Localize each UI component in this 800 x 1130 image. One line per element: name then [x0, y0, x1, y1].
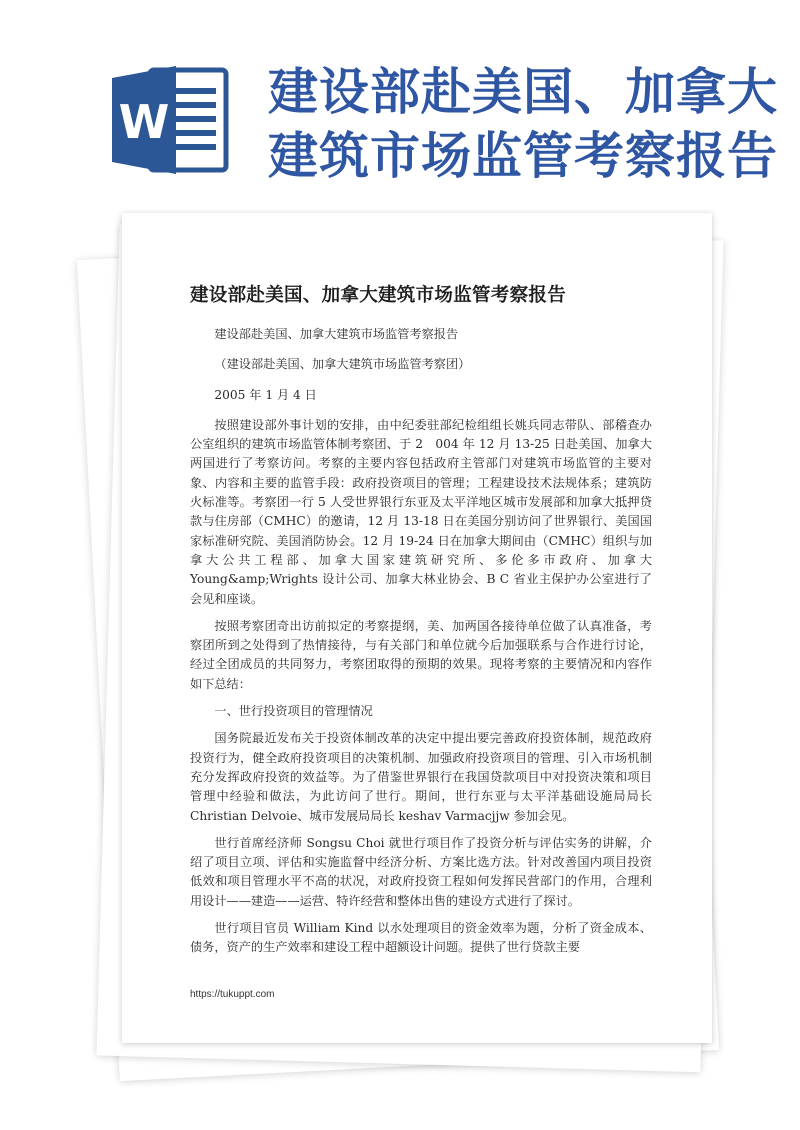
paragraph-intro: 按照建设部外事计划的安排，由中纪委驻部纪检组组长姚兵同志带队、部稽查办公室组织的建筑市场监管体制考察团、于 2 004 年 12 月 13-25 日赴美国、加拿大两国进行了考察访问。考察的主要内容包括政府主管部门对建筑市场监管的主要对象、内容和主要的监管手段：政府投资项目的管理；工程建设技术法规体系；建筑防火标准等。考察团一行 5 人受世界银行东亚及太平洋地区城市发展部和加拿大抵押贷款与住房部（CMHC）的邀请，12 月 13-18 日在美国分别访问了世界银行、美国国家标准研究院、美国消防协会。12 月 19-24 日在加拿大期间由（CMHC）组织与加拿大公共工程部、加拿大国家建筑研究所、多伦多市政府、加拿大 Young&amp;Wrights 设计公司、加拿大林业协会、B C 省业主保护办公室进行了会见和座谈。: [190, 417, 652, 606]
header-title-line-1: 建设部赴美国、加拿大: [268, 63, 778, 121]
header-title-line-2: 建筑市场监管考察报告: [268, 127, 778, 185]
paragraph-songsu-choi: 世行首席经济师 Songsu Choi 就世行项目作了投资分析与评估实务的讲解，介绍了项目立项、评估和实施监督中经济分析、方案比选方法。针对改善国内项目投资低效和项目管理水平不高的状况，对政府投资工程如何发挥民营部门的作用，合理利用设计——建造——运营、特许经营和整体出售的建设方式进行了探讨。: [190, 835, 652, 908]
header-title: [268, 60, 788, 188]
paragraph-investment: 国务院最近发布关于投资体制改革的决定中提出要完善政府投资体制，规范政府投资行为，健全政府投资项目的决策机制、加强政府投资项目的管理、引入市场机制充分发挥政府投资的效益等。为了借鉴世界银行在我国贷款项目中对投资决策和项目管理中经验和做法，为此访问了世行。期间，世行东亚与太平洋基础设施局局长 Christian Delvoie、城市发展局局长 keshav Varmacjjw 参加会见。: [190, 731, 652, 823]
paragraph-summary: 按照考察团奇出访前拟定的考察提纲，美、加两国各接待单位做了认真准备，考察团所到之处得到了热情接待，与有关部门和单位就今后加强联系与合作进行讨论，经过全团成员的共同努力，考察团取得的预期的效果。现将考察的主要情况和内容作如下总结：: [190, 618, 652, 691]
document-body: [190, 325, 652, 966]
document-authors: （建设部赴美国、加拿大建筑市场监管考察团）: [214, 357, 471, 372]
word-document-icon: [112, 62, 230, 178]
page-header: [0, 0, 800, 200]
document-subtitle: 建设部赴美国、加拿大建筑市场监管考察报告: [214, 327, 459, 341]
document-page: [122, 213, 712, 1043]
footer-url: https://tukuppt.com: [190, 989, 275, 1000]
document-title: 建设部赴美国、加拿大建筑市场监管考察报告: [190, 285, 567, 306]
document-date: 2005 年 1 月 4 日: [214, 387, 317, 402]
logo-letter: W: [118, 95, 170, 149]
paragraph-william-kind: 世行项目官员 William Kind 以水处理项目的资金效率为题，分析了资金成本、债务，资产的生产效率和建设工程中超额设计问题。提供了世行贷款主要: [190, 921, 652, 955]
section-heading: 一、世行投资项目的管理情况: [214, 704, 373, 719]
